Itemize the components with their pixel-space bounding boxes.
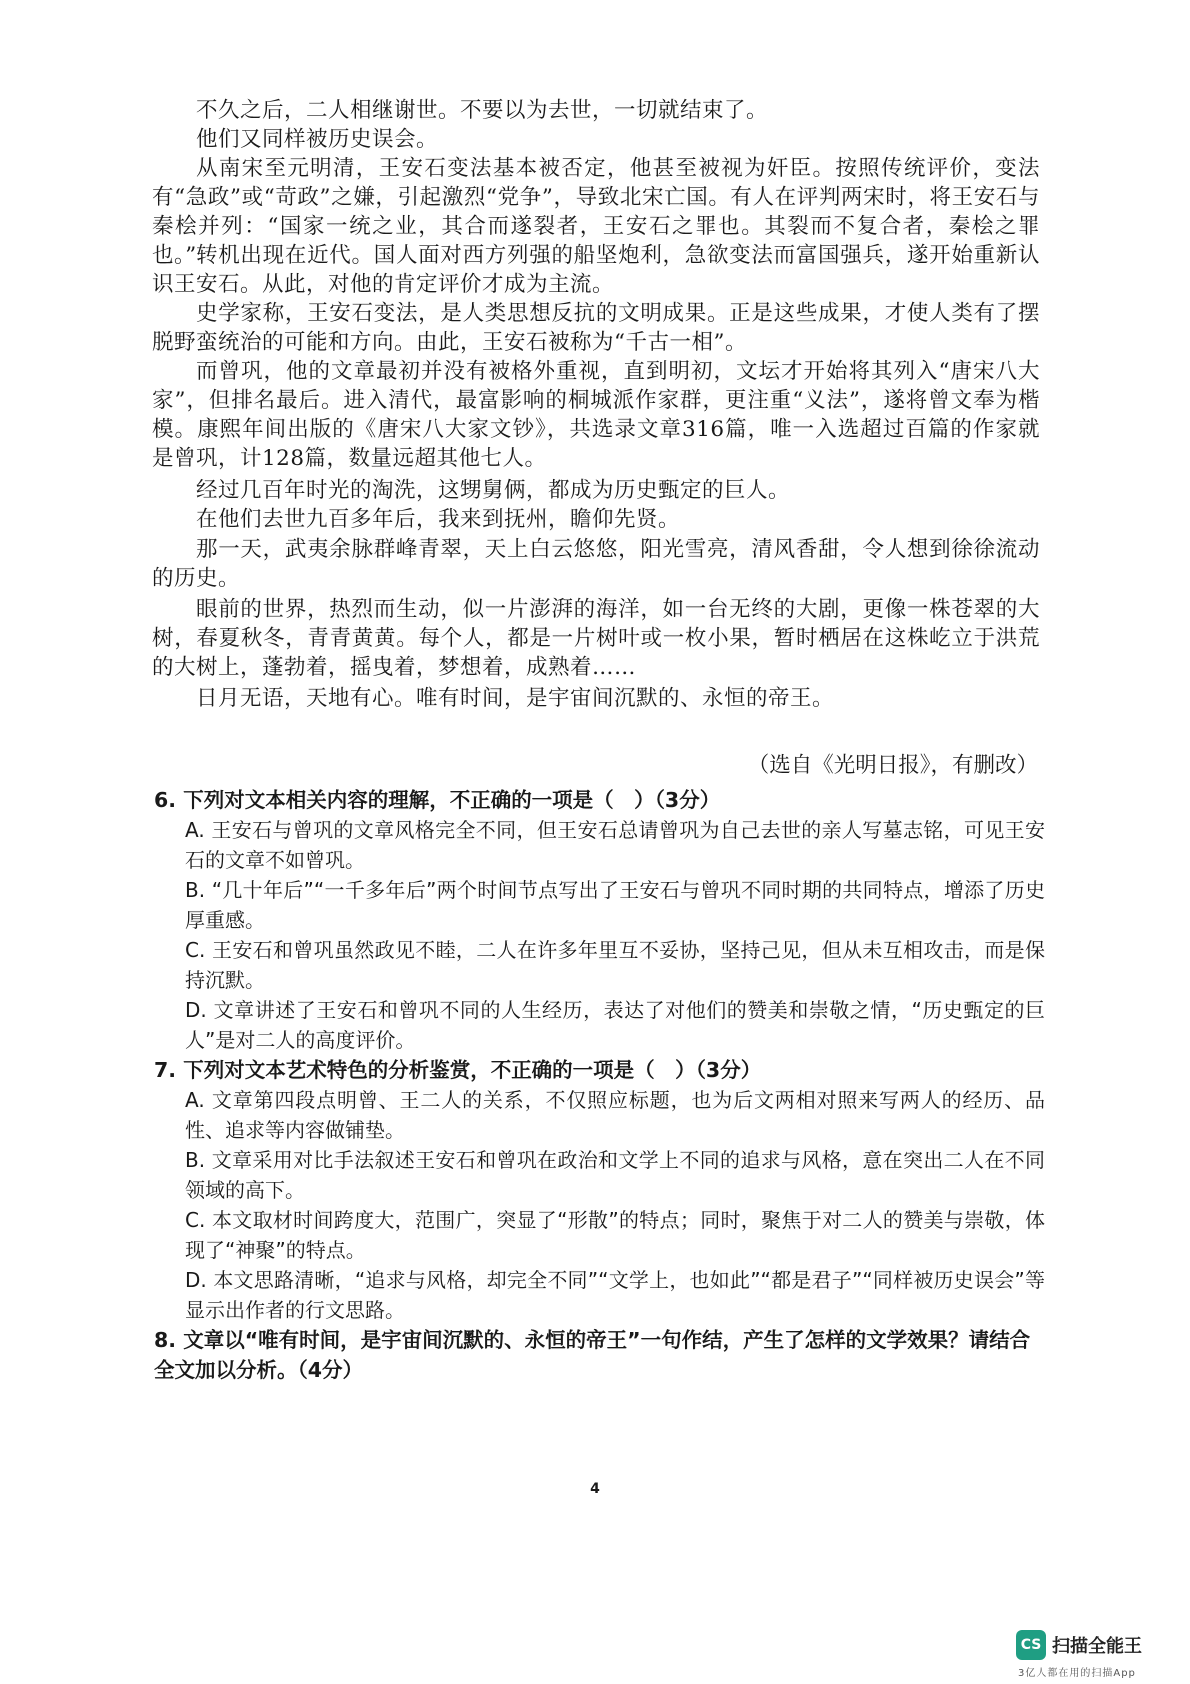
question-7-stem: 7. 下列对文本艺术特色的分析鉴赏，不正确的一项是（ ）（3分） [154,1058,762,1082]
question-6-option-c: C. 王安石和曾巩虽然政见不睦，二人在许多年里互不妥协，坚持己见，但从未互相攻击，而是保持沉默。 [185,938,1045,992]
passage-paragraph-3: 从南宋至元明清，王安石变法基本被否定，他甚至被视为奸臣。按照传统评价，变法有“急政”或“苛政”之嫌，引起激烈“党争”，导致北宋亡国。有人在评判两宋时，将王安石与秦桧并列：“国家一统之业，其合而遂裂者，王安石之罪也。其裂而不复合者，秦桧之罪也。” [152,156,1040,268]
question-6-option-a: A. 王安石与曾巩的文章风格完全不同，但王安石总请曾巩为自己去世的亲人写墓志铭，可见王安石的文章不如曾巩。 [185,818,1045,872]
passage-paragraph-9: 那一天，武夷余脉群峰青翠，天上白云悠悠，阳光雪亮，清风香甜，令人想到徐徐流动的历史。 [152,537,1040,591]
question-7-option-a: A. 文章第四段点明曾、王二人的关系，不仅照应标题，也为后文两相对照来写两人的经历、品性、追求等内容做铺垫。 [185,1088,1045,1142]
question-6-option-d: D. 文章讲述了王安石和曾巩不同的人生经历，表达了对他们的赞美和崇敬之情，“历史甄定的巨人”是对二人的高度评价。 [185,998,1045,1052]
question-6-option-b: B. “几十年后”“一千多年后”两个时间节点写出了王安石与曾巩不同时期的共同特点，增添了历史厚重感。 [185,878,1045,932]
watermark-title: 扫描全能王 [1052,1636,1142,1657]
passage-paragraph-10: 眼前的世界，热烈而生动，似一片澎湃的海洋，如一台无终的大剧，更像一株苍翠的大树，春夏秋冬，青青黄黄。每个人，都是一片树叶或一枚小果，暂时栖居在这株屹立于洪荒的大树上，蓬勃着，摇曳着，梦想着，成熟着…… [152,597,1040,680]
passage-paragraph-5: 史学家称，王安石变法，是人类思想反抗的文明成果。正是这些成果，才使人类有了摆脱野蛮统治的可能和方向。由此，王安石被称为“千古一相”。 [152,301,1040,355]
camscanner-logo-icon: CS [1016,1630,1046,1660]
passage-paragraph-1: 不久之后，二人相继谢世。不要以为去世，一切就结束了。 [196,98,769,123]
watermark-subtitle: 3亿人都在用的扫描App [1018,1668,1136,1679]
passage-paragraph-11: 日月无语，天地有心。唯有时间，是宇宙间沉默的、永恒的帝王。 [196,686,835,711]
passage-paragraph-6: 而曾巩，他的文章最初并没有被格外重视，直到明初，文坛才开始将其列入“唐宋八大家”，但排名最后。进入清代，最富影响的桐城派作家群，更注重“义法”，遂将曾文奉为楷模。康熙年间出版的《唐宋八大家文钞》，共选录文章316篇，唯一入选超过百篇的作家就是曾巩，计128篇，数量远超其他七人。 [152,359,1040,471]
scanner-watermark [1016,1630,1166,1678]
passage-source: （选自《光明日报》，有删改） [747,753,1038,778]
passage-paragraph-7: 经过几百年时光的淘洗，这甥舅俩，都成为历史甄定的巨人。 [196,478,791,503]
page-number: 4 [590,1481,600,1497]
passage-paragraph-8: 在他们去世九百多年后，我来到抚州，瞻仰先贤。 [196,507,681,532]
passage-paragraph-4: 转机出现在近代。国人面对西方列强的船坚炮利，急欲变法而富国强兵，遂开始重新认识王安石。从此，对他的肯定评价才成为主流。 [152,243,1040,297]
question-7-option-d: D. 本文思路清晰，“追求与风格，却完全不同”“文学上，也如此”“都是君子”“同样被历史误会”等显示出作者的行文思路。 [185,1268,1045,1322]
question-7-option-b: B. 文章采用对比手法叙述王安石和曾巩在政治和文学上不同的追求与风格，意在突出二人在不同领域的高下。 [185,1148,1045,1202]
passage-paragraph-2: 他们又同样被历史误会。 [196,127,439,152]
question-8-stem: 8. 文章以“唯有时间，是宇宙间沉默的、永恒的帝王”一句作结，产生了怎样的文学效果？请结合全文加以分析。（4分） [154,1328,1031,1382]
question-7-option-c: C. 本文取材时间跨度大，范围广，突显了“形散”的特点；同时，聚焦于对二人的赞美与崇敬，体现了“神聚”的特点。 [185,1208,1045,1262]
question-6-stem: 6. 下列对文本相关内容的理解，不正确的一项是（ ）（3分） [154,788,721,812]
